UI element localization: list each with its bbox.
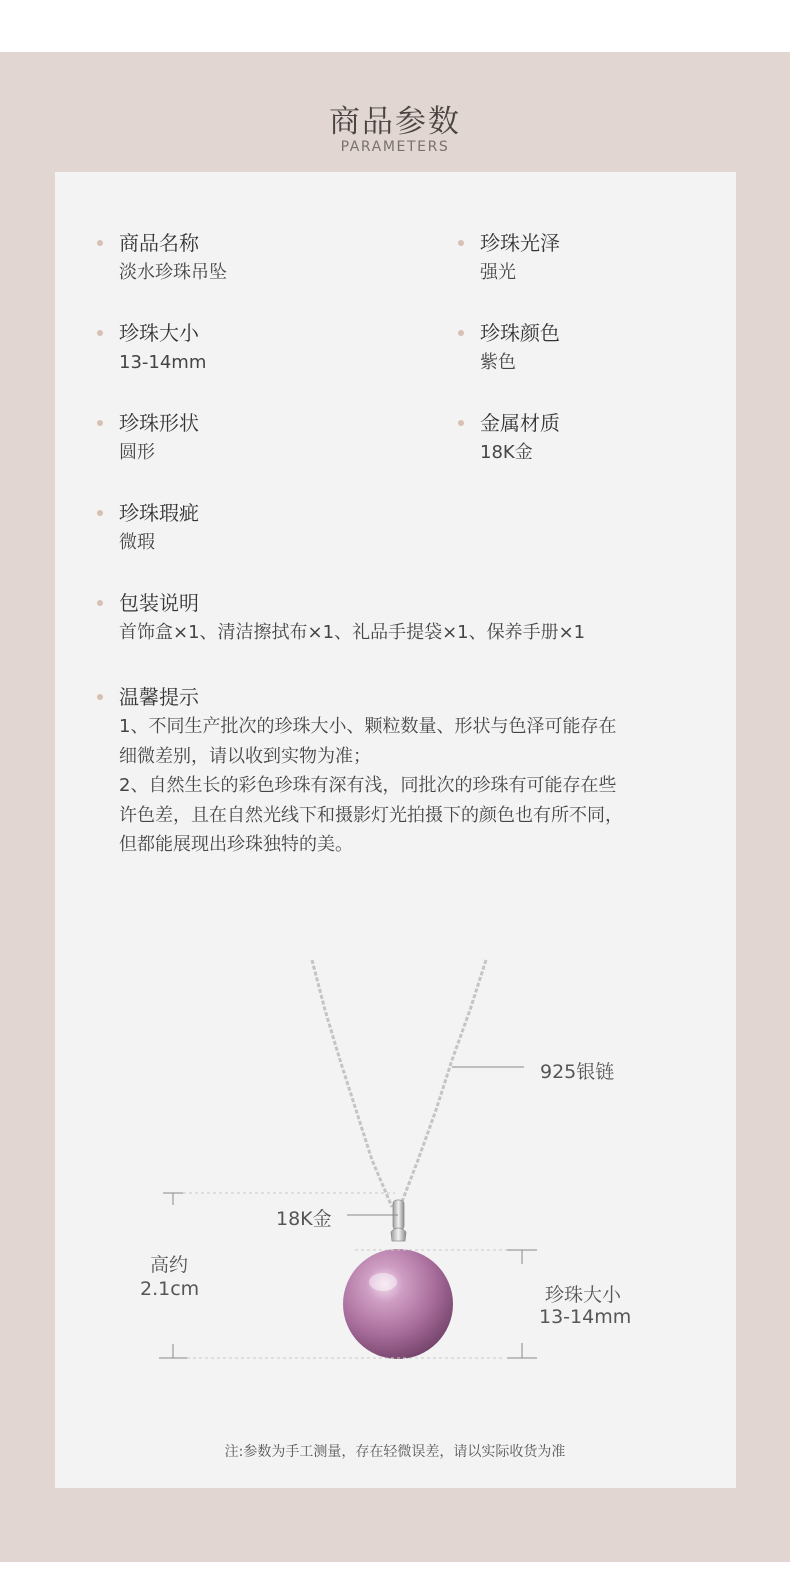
- tips-line: 细微差别，请以收到实物为准；: [119, 745, 371, 767]
- param-metal-material: [480, 408, 560, 468]
- bullet-dot: [97, 330, 103, 336]
- param-label: 珍珠大小: [119, 321, 199, 345]
- bullet-dot: [458, 330, 464, 336]
- warm-tips: [119, 682, 689, 860]
- tips-label: 温馨提示: [119, 685, 199, 709]
- param-pearl-shape: [119, 408, 199, 468]
- param-pearl-flaw: [119, 498, 199, 558]
- bullet-dot: [97, 694, 103, 700]
- param-value: 强光: [480, 262, 516, 283]
- param-label: 珍珠瑕疵: [119, 501, 199, 525]
- section-title: 商品参数: [329, 104, 461, 140]
- param-label: 珍珠颜色: [480, 321, 560, 345]
- pearl-size-label: 珍珠大小: [545, 1284, 622, 1306]
- param-luster: [480, 228, 560, 288]
- param-value: 淡水珍珠吊坠: [119, 262, 227, 283]
- footer-note: 注:参数为手工测量，存在轻微误差，请以实际收货为准: [224, 1444, 566, 1460]
- tips-line: 但都能展现出珍珠独特的美。: [119, 834, 353, 855]
- height-label: 高约: [150, 1254, 189, 1276]
- param-label: 珍珠光泽: [480, 231, 560, 255]
- param-value: 圆形: [119, 442, 155, 463]
- param-packaging: [119, 588, 585, 648]
- height-value: 2.1cm: [140, 1278, 200, 1300]
- param-label: 商品名称: [119, 231, 199, 255]
- param-value: 微瑕: [119, 532, 155, 553]
- bullet-dot: [458, 240, 464, 246]
- bullet-dot: [97, 240, 103, 246]
- param-label: 珍珠形状: [119, 411, 199, 435]
- param-value: 紫色: [480, 352, 516, 373]
- bullet-dot: [97, 510, 103, 516]
- param-value: 首饰盒×1、清洁擦拭布×1、礼品手提袋×1、保养手册×1: [119, 622, 586, 643]
- bullet-dot: [97, 600, 103, 606]
- tips-line: 许色差，且在自然光线下和摄影灯光拍摄下的颜色也有所不同，: [119, 804, 623, 826]
- param-label: 包装说明: [119, 591, 199, 615]
- bail-label: 18K金: [276, 1208, 332, 1230]
- section-subtitle: PARAMETERS: [340, 139, 450, 155]
- bullet-dot: [97, 420, 103, 426]
- param-value: 18K金: [480, 442, 533, 463]
- param-pearl-size: [119, 318, 206, 378]
- bullet-dot: [458, 420, 464, 426]
- param-product-name: [119, 228, 227, 288]
- tips-line: 2、自然生长的彩色珍珠有深有浅，同批次的珍珠有可能存在些: [119, 775, 617, 796]
- param-value: 13-14mm: [119, 352, 207, 373]
- tips-line: 1、不同生产批次的珍珠大小、颗粒数量、形状与色泽可能存在: [119, 716, 617, 737]
- chain-label: 925银链: [540, 1061, 615, 1083]
- param-pearl-color: [480, 318, 560, 378]
- pearl-size-value: 13-14mm: [539, 1306, 632, 1328]
- param-label: 金属材质: [480, 411, 560, 435]
